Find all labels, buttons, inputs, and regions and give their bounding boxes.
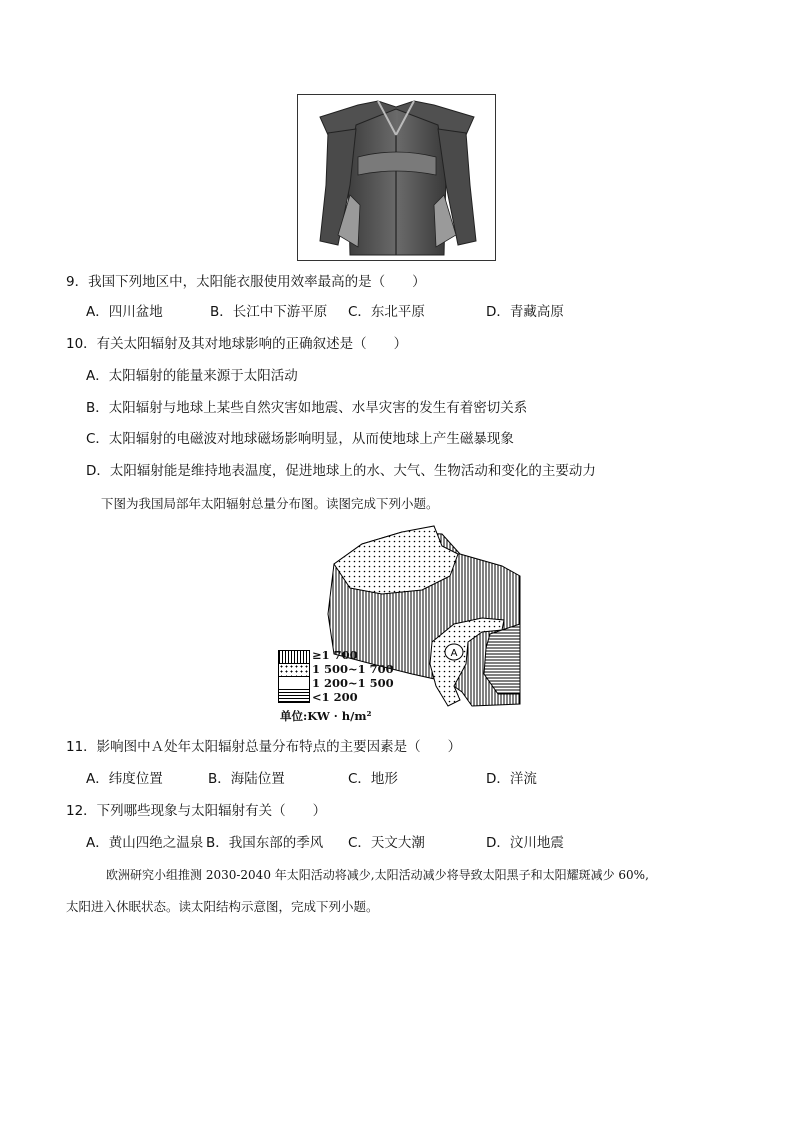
legend-swatch-blank bbox=[278, 676, 310, 690]
q10-option-a[interactable]: A．太阳辐射的能量来源于太阳活动 bbox=[86, 368, 298, 384]
q11-option-d[interactable]: D．洋流 bbox=[486, 771, 537, 787]
q9-stem: 9．我国下列地区中，太阳能衣服使用效率最高的是（ ） bbox=[66, 274, 426, 290]
map-intro: 下图为我国局部年太阳辐射总量分布图。读图完成下列小题。 bbox=[101, 496, 439, 511]
q9-option-d[interactable]: D．青藏高原 bbox=[486, 304, 564, 320]
legend-label-2: 1 500~1 700 bbox=[312, 662, 394, 676]
q9-option-b[interactable]: B．长江中下游平原 bbox=[210, 304, 328, 320]
solar-clothing-photo bbox=[297, 94, 496, 261]
map-unit: 单位:KW · h/m² bbox=[280, 709, 372, 723]
map-point-label: A bbox=[450, 648, 458, 659]
q11-option-a[interactable]: A．纬度位置 bbox=[86, 771, 163, 787]
legend-swatch-vstripe bbox=[278, 650, 310, 664]
legend-swatch-hstripe bbox=[278, 689, 310, 703]
legend-label-3: 1 200~1 500 bbox=[312, 676, 394, 690]
q12-stem: 12．下列哪些现象与太阳辐射有关（ ） bbox=[66, 803, 327, 819]
q11-stem: 11．影响图中Ａ处年太阳辐射总量分布特点的主要因素是（ ） bbox=[66, 739, 462, 755]
legend-label-4: <1 200 bbox=[312, 690, 358, 704]
q10-option-c[interactable]: C．太阳辐射的电磁波对地球磁场影响明显，从而使地球上产生磁暴现象 bbox=[86, 431, 514, 447]
jacket-illustration bbox=[298, 95, 495, 260]
q10-option-b[interactable]: B．太阳辐射与地球上某些自然灾害如地震、水旱灾害的发生有着密切关系 bbox=[86, 400, 528, 416]
passage-line-1: 欧洲研究小组推测 2030-2040 年太阳活动将减少,太阳活动减少将导致太阳黑子和太阳耀斑减少 60%, bbox=[106, 868, 649, 882]
q11-option-c[interactable]: C．地形 bbox=[348, 771, 398, 787]
q12-option-a[interactable]: A．黄山四绝之温泉 bbox=[86, 835, 204, 851]
passage-line-2: 太阳进入休眠状态。读太阳结构示意图，完成下列小题。 bbox=[66, 899, 379, 914]
q10-option-d[interactable]: D．太阳辐射能是维持地表温度，促进地球上的水、大气、生物活动和变化的主要动力 bbox=[86, 463, 596, 479]
q11-option-b[interactable]: B．海陆位置 bbox=[208, 771, 285, 787]
legend-label-1: ≥1 700 bbox=[312, 648, 358, 662]
q12-option-c[interactable]: C．天文大潮 bbox=[348, 835, 425, 851]
map-legend bbox=[278, 650, 310, 702]
q12-option-d[interactable]: D．汶川地震 bbox=[486, 835, 564, 851]
solar-radiation-map bbox=[272, 524, 522, 724]
legend-swatch-dots bbox=[278, 663, 310, 677]
q10-stem: 10．有关太阳辐射及其对地球影响的正确叙述是（ ） bbox=[66, 336, 408, 352]
q12-option-b[interactable]: B．我国东部的季风 bbox=[206, 835, 324, 851]
q9-option-a[interactable]: A．四川盆地 bbox=[86, 304, 163, 320]
q9-option-c[interactable]: C．东北平原 bbox=[348, 304, 425, 320]
